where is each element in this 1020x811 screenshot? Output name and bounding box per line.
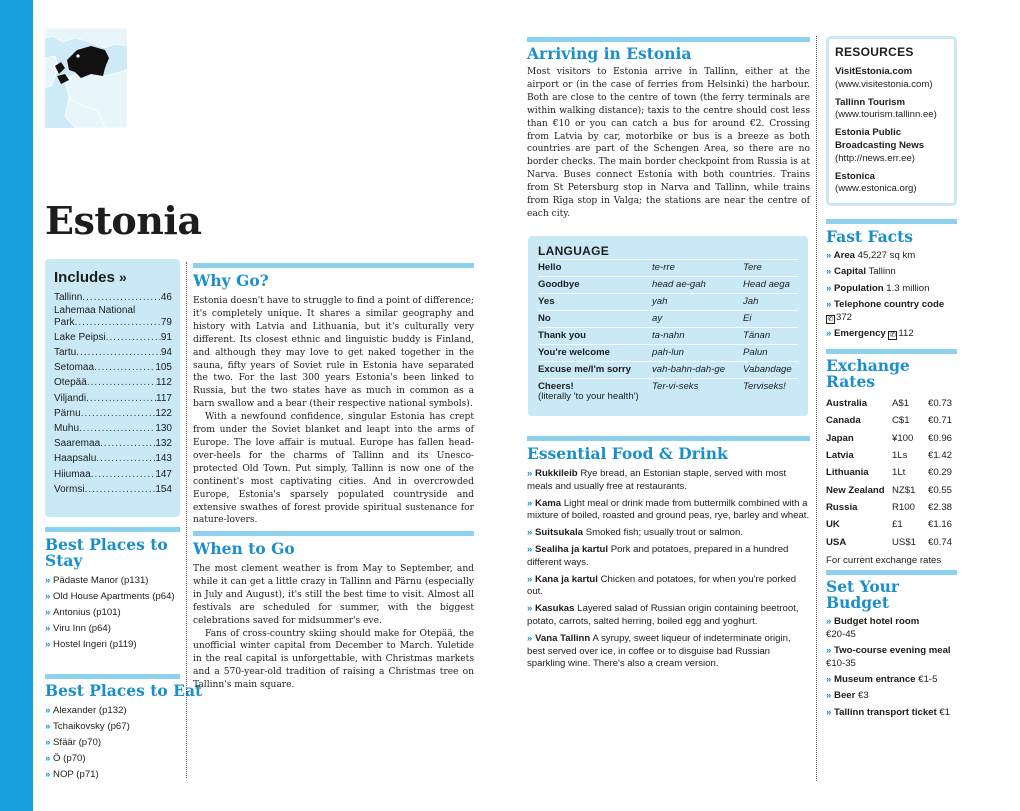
table-row: Russia R100 €2.38 (826, 501, 953, 513)
fast-facts-section (826, 219, 957, 344)
table-row: Latvia 1Ls €1.42 (826, 450, 953, 462)
table-row: Australia A$1 €0.73 (826, 398, 953, 410)
list-item[interactable]: » Viru Inn (p64) (45, 623, 111, 634)
table-row: Japan ¥100 €0.96 (826, 432, 953, 444)
fact-population: » Population 1.3 million (826, 282, 930, 294)
list-item: » Rukkileib Rye bread, an Estonian staple, served with most meals and usually free at restaurants. (527, 468, 787, 492)
resources-box (826, 36, 957, 206)
budget-item: » Budget hotel room €20-45 (826, 616, 920, 640)
section-rule (193, 263, 474, 268)
includes-item[interactable]: Lahemaa National Park ..... 79 (54, 305, 172, 329)
food-heading: Essential Food & Drink (527, 444, 728, 463)
page-edge-strip (0, 0, 33, 811)
list-item[interactable]: » Hostel Ingeri (p119) (45, 639, 137, 650)
includes-item[interactable]: Lake Peipsi ..... 91 (54, 330, 172, 345)
resource-link[interactable]: Estonica (www.estonica.org) (835, 170, 917, 195)
best-eat-section (45, 674, 203, 785)
section-rule (527, 37, 810, 42)
phone-icon: ✆ (827, 315, 834, 323)
table-row: New Zealand NZ$1 €0.55 (826, 484, 953, 496)
list-item[interactable]: » Pädaste Manor (p131) (45, 575, 149, 586)
table-row: Lithuania 1Lt €0.29 (826, 467, 953, 479)
chevron-right-icon: » (119, 269, 127, 285)
section-rule (527, 436, 810, 441)
list-item: » Kasukas Layered salad of Russian origin containing beetroot, potato, carrots, salted herring, boiled egg and yoghurt. (527, 603, 799, 627)
fast-facts-heading: Fast Facts (826, 227, 914, 246)
column-divider (186, 262, 187, 778)
table-row: No ay Ei (538, 311, 798, 328)
arriving-heading: Arriving in Estonia (527, 44, 692, 63)
arriving-text: Most visitors to Estonia arrive in Tallinn, either at the airport or (in the case of ferries from Helsinki) the harbour. Both are close to the centre of town (the ferry terminals are within walking distance); taxis to the centre should cost less than €10 or you can catch a bus for around €2. Crossing from Latvia by car, motorbike or bus is a breeze as both countries are part of the Schengen Area, so there are no border checks. The main border checkpoint from Russia is at Narva. Buses connect Estonia with both countries. Trains from St Petersburg stop in Narva and Tallinn, while trains from Rīga stop in Valga; the stations are near the centre of each city. (527, 67, 810, 219)
list-item: » Kana ja kartul Chicken and potatoes, for when you're porked out. (527, 573, 797, 598)
language-box (528, 236, 808, 416)
best-stay-section (45, 527, 180, 655)
budget-item: » Beer €3 (826, 690, 869, 702)
list-item: » Sealiha ja kartul Pork and potatoes, prepared in a hundred different ways. (527, 543, 789, 568)
list-item[interactable]: » Ö (p70) (45, 753, 86, 764)
list-item[interactable]: » Antonius (p101) (45, 607, 121, 618)
best-stay-heading: Best Places to Stay (45, 535, 168, 570)
includes-item[interactable]: Tallinn ..... 46 (54, 290, 172, 305)
resource-link[interactable]: Estonia Public Broadcasting News (http://news.err.ee) (835, 127, 925, 164)
table-row: Canada C$1 €0.71 (826, 415, 953, 427)
locator-map (45, 28, 127, 128)
section-rule (826, 349, 957, 354)
language-table (538, 259, 798, 396)
exchange-rates-note: For current exchange rates (826, 554, 942, 566)
fact-phone-code: » Telephone country code ✆ 372 (826, 298, 945, 323)
fact-area: » Area 45,227 sq km (826, 250, 916, 261)
list-item: » Kama Light meal or drink made from buttermilk combined with a mixture of boiled, roasted and ground peas, rye, barley and wheat. (527, 497, 810, 522)
table-row: Excuse me/I'm sorry vah-bahn-dah-ge Vabandage (538, 362, 798, 379)
phone-icon: ✆ (889, 331, 896, 339)
when-go-text: The most clement weather is from May to September, and while it can get a little crazy in Tallinn and Pärnu (especially in July and August), it's still the best time to visit. Almost all festivals are scheduled for summer, with the biggest celebrations saved for midsummer's eve. Fans of cross-country skiing should make for Otepää, the unofficial winter capital from December to March. Yuletide in the real capital is unforgettable, with Christmas markets and a 570-year-old tradition of raising a Christmas tree on Tallinn's main square. (193, 564, 474, 691)
section-rule (193, 531, 474, 536)
table-row: You're welcome pah-lun Palun (538, 345, 798, 362)
arriving-section (527, 37, 810, 221)
resources-heading: RESOURCES (835, 45, 914, 59)
includes-item[interactable]: Hiiumaa ..... 147 (54, 467, 172, 482)
resource-link[interactable]: Tallinn Tourism (www.tourism.tallinn.ee) (835, 96, 937, 121)
includes-item[interactable]: Muhu ..... 130 (54, 421, 172, 436)
list-item[interactable]: » Old House Apartments (p64) (45, 591, 175, 602)
includes-item[interactable]: Vormsi ..... 154 (54, 482, 172, 497)
resource-link[interactable]: VisitEstonia.com (www.visitestonia.com) (835, 66, 933, 90)
budget-item: » Tallinn transport ticket €1 (826, 706, 951, 718)
section-rule (45, 527, 180, 532)
exchange-rates-heading: Exchange Rates (826, 356, 910, 391)
fact-capital: » Capital Tallinn (826, 266, 896, 278)
list-item[interactable]: » Sfäär (p70) (45, 737, 102, 748)
includes-item[interactable]: Tartu ..... 94 (54, 345, 172, 360)
includes-item[interactable]: Pärnu ..... 122 (54, 406, 172, 421)
table-row: Yes yah Jah (538, 294, 798, 311)
budget-item: » Two-course evening meal €10-35 (826, 645, 951, 669)
includes-box (45, 259, 180, 517)
table-row: Goodbye head ae-gah Head aega (538, 277, 798, 294)
includes-item[interactable]: Saaremaa ..... 132 (54, 436, 172, 451)
table-row: Thank you ta-nahn Tänan (538, 328, 798, 345)
page-title: Estonia (45, 198, 202, 243)
when-go-section (193, 531, 474, 692)
list-item: » Suitsukala Smoked fish; usually trout or salmon. (527, 527, 743, 539)
table-row: UK £1 €1.16 (826, 519, 953, 531)
section-rule (826, 219, 957, 224)
language-heading: LANGUAGE (538, 244, 610, 258)
budget-section (826, 570, 957, 723)
includes-heading: Includes » (54, 269, 127, 286)
best-eat-heading: Best Places to Eat (45, 681, 203, 700)
column-divider (816, 36, 817, 781)
table-row: Hello te-rre Tere (538, 260, 798, 277)
list-item[interactable]: » NOP (p71) (45, 769, 99, 780)
list-item: » Vana Tallinn A syrupy, sweet liqueur of indeterminate origin, best served over ice, in coffee or to disguise bad Russian sparkling wine. There's also a cream version. (527, 632, 791, 670)
section-rule (45, 674, 180, 679)
budget-heading: Set Your Budget (826, 577, 900, 612)
list-item[interactable]: » Alexander (p132) (45, 705, 127, 716)
includes-item[interactable]: Haapsalu ..... 143 (54, 451, 172, 466)
food-section (527, 436, 810, 675)
why-go-heading: Why Go? (193, 271, 269, 290)
why-go-text: Estonia doesn't have to struggle to find a point of difference; it's completely unique. It shares a similar geography and history with Latvia and Lithuania, but it's culturally very different. Its closest ethnic and linguistic buddy is Finland, and although they may love to get naked together in the sauna, fifty years of Soviet rule in Estonia have separated the two. For the last 300 years Estonia's been linked to Russia, but the two states have as much in common as a barn swallow and a bear (their respective national symbols). With a newfound confidence, singular Estonia has crept from under the Soviet blanket and leapt into the arms of Europe. The love affair is mutual. Europe has fallen head-over-heels for the charms of Tallinn and its Unesco-protected Old Town. Put simply, Tallinn is now one of the continent's most captivating cities. And in overcrowded Europe, Estonia's sparsely populated countryside and extensive swathes of forest provide spiritual sustenance for nature-lovers. (193, 296, 474, 526)
exchange-rates-table (826, 395, 957, 551)
table-row: Cheers! Ter-vi-seks Terviseks! (538, 379, 798, 396)
exchange-rates-section (826, 349, 957, 580)
fact-emergency: » Emergency ✆ 112 (826, 327, 914, 339)
includes-item[interactable]: Otepää ..... 112 (54, 375, 172, 390)
when-go-heading: When to Go (193, 539, 295, 558)
language-note: (literally 'to your health') (538, 390, 639, 402)
budget-item: » Museum entrance €1-5 (826, 674, 938, 686)
section-rule (826, 570, 957, 575)
includes-item[interactable]: Viljandi ..... 117 (54, 391, 172, 406)
why-go-section (193, 263, 474, 527)
table-row: USA US$1 €0.74 (826, 536, 953, 548)
list-item[interactable]: » Tchaikovsky (p67) (45, 721, 130, 732)
includes-item[interactable]: Setomaa ..... 105 (54, 360, 172, 375)
